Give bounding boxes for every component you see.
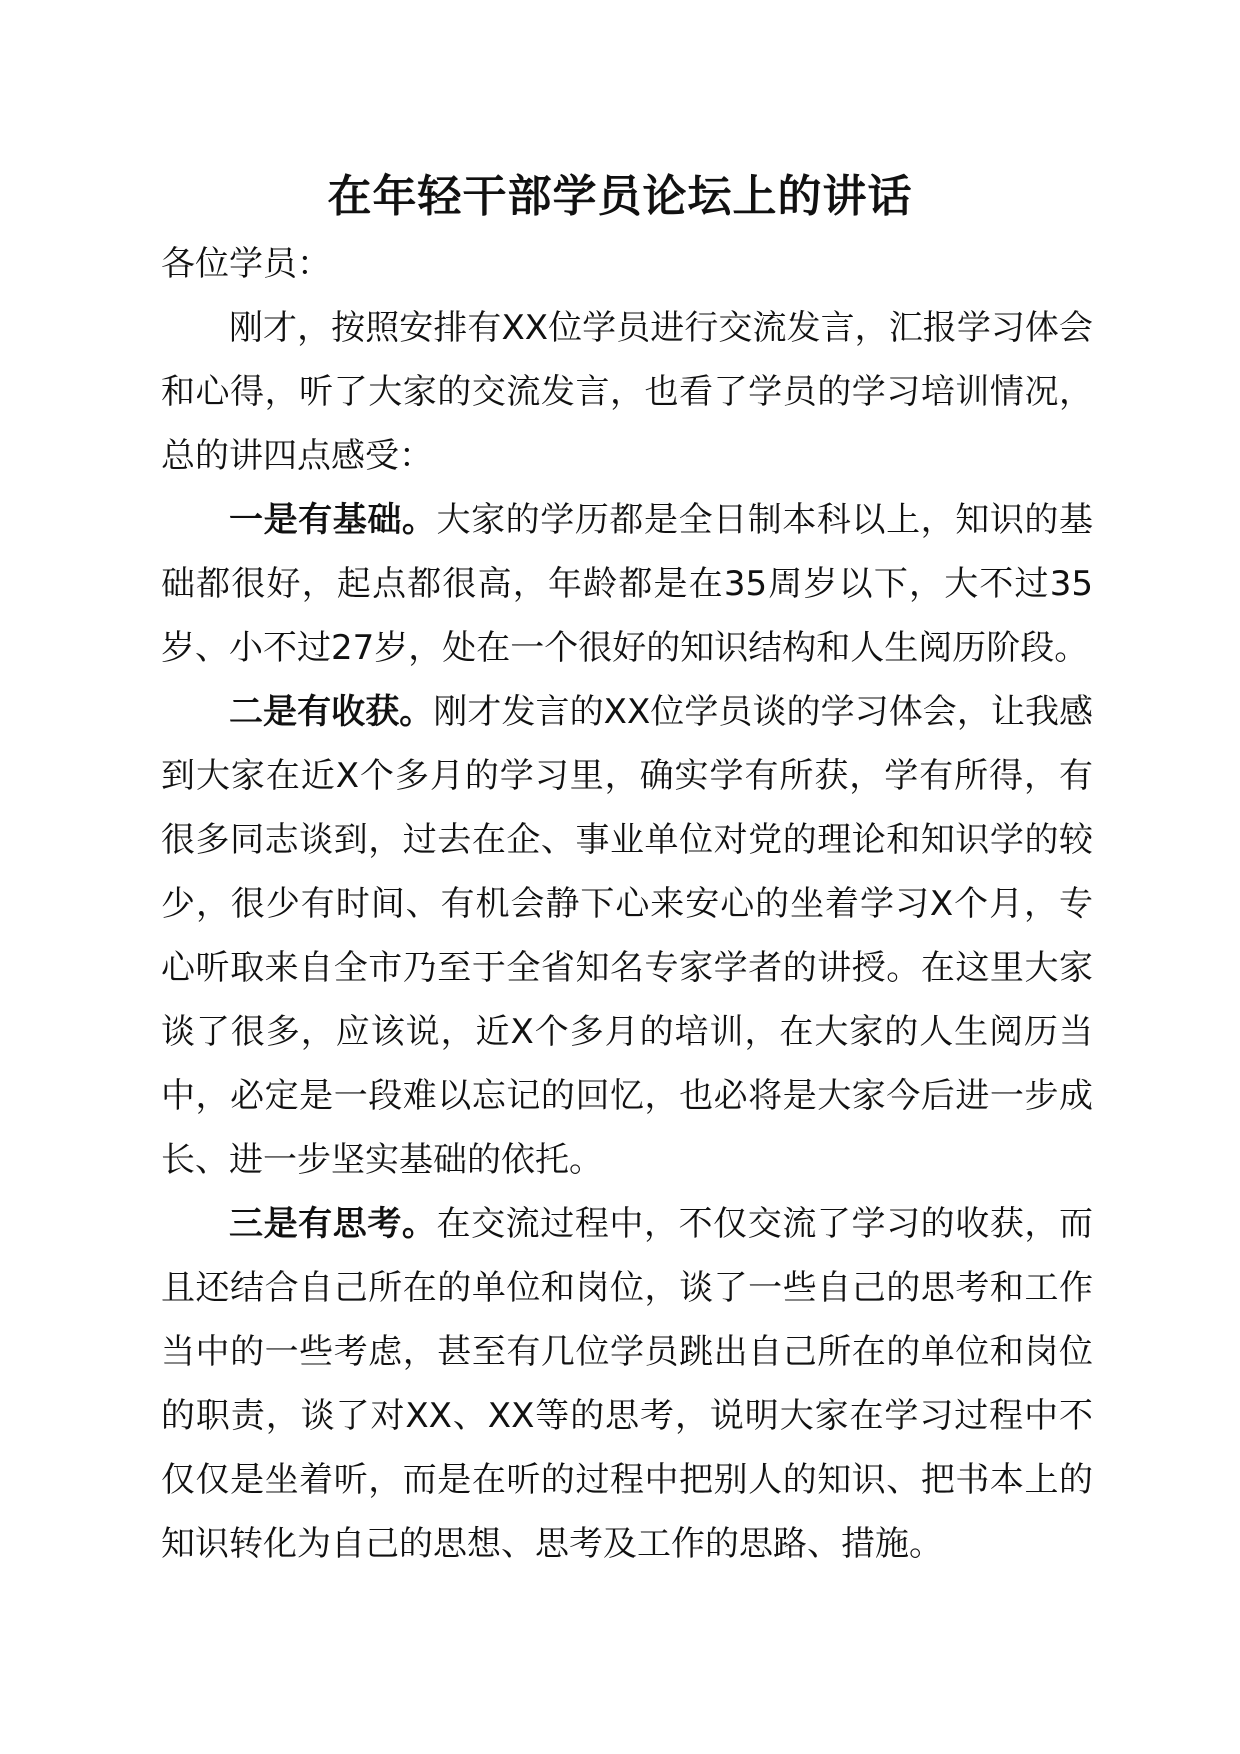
paragraph-text: 在交流过程中，不仅交流了学习的收获，而且还结合自己所在的单位和岗位，谈了一些自己的思考和工作当中的一些考虑，甚至有几位学员跳出自己所在的单位和岗位的职责，谈了对XX、XX等的思考，说明大家在学习过程中不仅仅是坐着听，而是在听的过程中把别人的知识、把书本上的知识转化为自己的思想、思考及工作的思路、措施。 xyxy=(161,1204,1093,1564)
paragraph-lead: 一是有基础。 xyxy=(229,500,437,540)
document-title: 在年轻干部学员论坛上的讲话 xyxy=(327,171,913,222)
document-body xyxy=(161,296,1093,1576)
paragraph-point-1 xyxy=(161,488,1093,680)
paragraph-point-3 xyxy=(161,1192,1093,1576)
paragraph-lead: 二是有收获。 xyxy=(229,692,434,732)
paragraph-intro xyxy=(161,296,1093,488)
paragraph-text: 大家的学历都是全日制本科以上，知识的基础都很好，起点都很高，年龄都是在35周岁以下，大不过35岁、小不过27岁，处在一个很好的知识结构和人生阅历阶段。 xyxy=(161,500,1093,668)
paragraph-text: 刚才，按照安排有XX位学员进行交流发言，汇报学习体会和心得，听了大家的交流发言，也看了学员的学习培训情况，总的讲四点感受： xyxy=(161,308,1093,476)
paragraph-lead: 三是有思考。 xyxy=(229,1204,437,1244)
paragraph-text: 刚才发言的XX位学员谈的学习体会，让我感到大家在近X个多月的学习里，确实学有所获，学有所得，有很多同志谈到，过去在企、事业单位对党的理论和知识学的较少，很少有时间、有机会静下心来安心的坐着学习X个月，专心听取来自全市乃至于全省知名专家学者的讲授。在这里大家谈了很多，应该说，近X个多月的培训，在大家的人生阅历当中，必定是一段难以忘记的回忆，也必将是大家今后进一步成长、进一步坚实基础的依托。 xyxy=(161,692,1093,1180)
paragraph-point-2 xyxy=(161,680,1093,1192)
salutation: 各位学员： xyxy=(161,244,331,284)
